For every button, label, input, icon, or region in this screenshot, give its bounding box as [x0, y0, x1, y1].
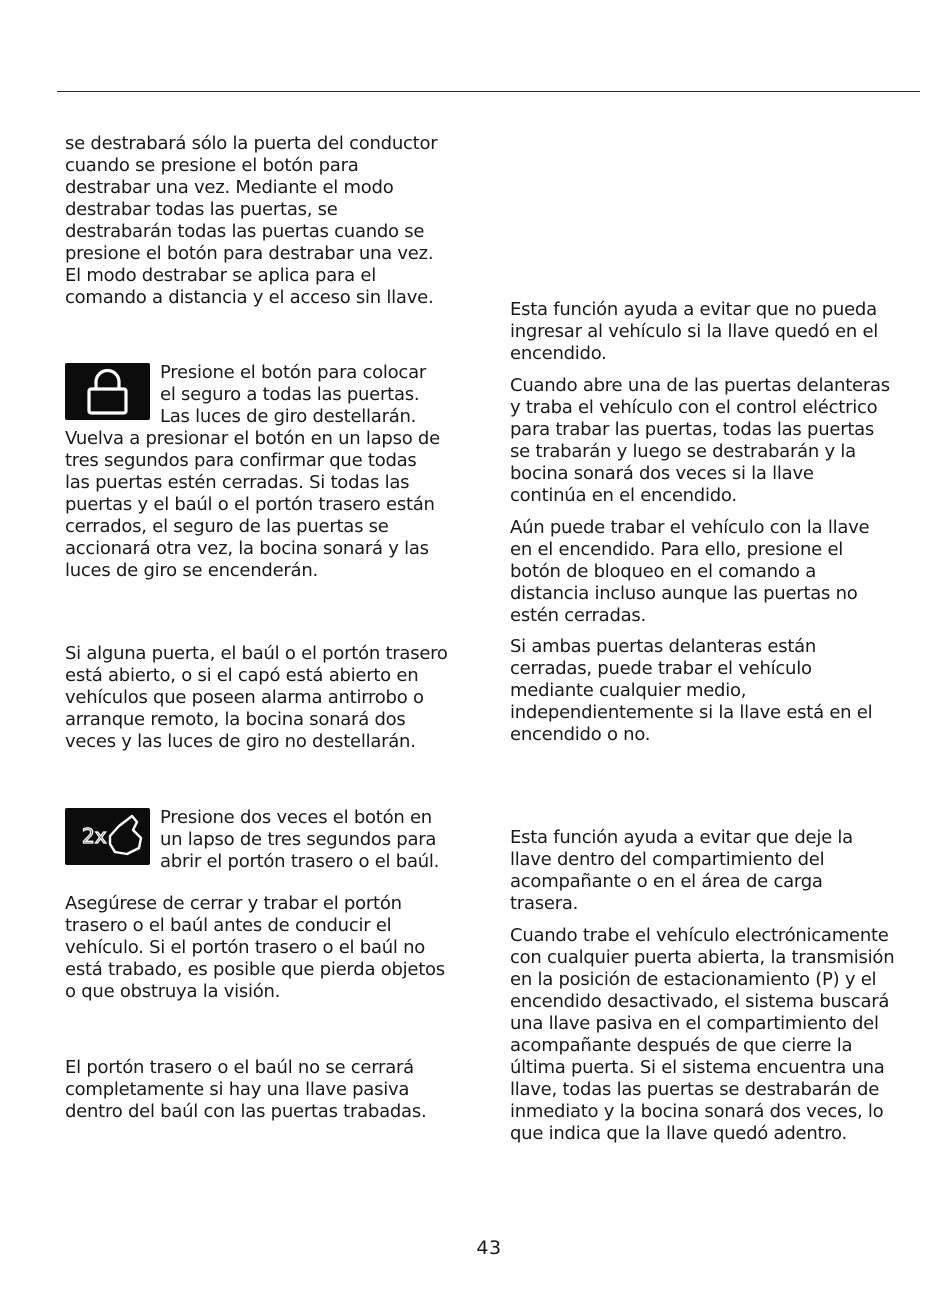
svg-text:2x: 2x [82, 824, 107, 848]
page-number: 43 [476, 1237, 502, 1259]
tailgate-2x-icon [65, 808, 150, 865]
left-paragraph-passive-key: El portón trasero o el baúl no se cerrará completamente si hay una llave pasiva dentro del baúl con las puertas trabadas. [65, 1057, 427, 1122]
lock-icon [65, 363, 150, 420]
left-paragraph-confirm-lock: Vuelva a presionar el botón en un lapso de tres segundos para confirmar que todas las puertas estén cerradas. Si todas las puertas y el baúl o el portón trasero están cerrados, el seguro de las puertas se accionará otra vez, la bocina sonará y las luces de giro se encenderán. [65, 428, 440, 581]
header-rule [57, 91, 920, 92]
left-paragraph-open-door-warning: Si alguna puerta, el baúl o el portón trasero está abierto, o si el capó está abierto en vehículos que poseen alarma antirrobo o arranque remoto, la bocina sonará dos veces y las luces de giro no destellarán. [65, 643, 448, 752]
tailgate-instruction: Presione dos veces el botón en un lapso de tres segundos para abrir el portón trasero o el baúl. [160, 807, 440, 872]
left-paragraph-tailgate-caution: Asegúrese de cerrar y trabar el portón trasero o el baúl antes de conducir el vehículo. Si el portón trasero o el baúl no está trabado, es posible que pierda objetos o que obstruya la visión. [65, 893, 445, 1002]
right-paragraph-key-in-ignition: Aún puede trabar el vehículo con la llave en el encendido. Para ello, presione el botón de bloqueo en el comando a distancia incluso aunque las puertas no estén cerradas. [510, 517, 870, 626]
left-paragraph-unlock-mode: se destrabará sólo la puerta del conductor cuando se presione el botón para destrabar una vez. Mediante el modo destrabar todas las puertas, se destrabarán todas las puertas cuando se presione el botón para destrabar una vez. El modo destrabar se aplica para el comando a distancia y el acceso sin llave. [65, 133, 438, 308]
lock-instruction: Presione el botón para colocar el seguro a todas las puertas. Las luces de giro destellarán. [160, 362, 427, 427]
right-paragraph-lockout-intro: Esta función ayuda a evitar que no pueda ingresar al vehículo si la llave quedó en el encendido. [510, 299, 879, 364]
right-paragraph-front-doors: Cuando abre una de las puertas delanteras y traba el vehículo con el control eléctrico para trabar las puertas, todas las puertas se trabarán y luego se destrabarán y la bocina sonará dos veces si la llave continúa en el encendido. [510, 375, 890, 506]
right-paragraph-passive-key-search: Cuando trabe el vehículo electrónicamente con cualquier puerta abierta, la transmisión en la posición de estacionamiento (P) y el encendido desactivado, el sistema buscará una llave pasiva en el compartimiento del acompañante después de que cierre la última puerta. Si el sistema encuentra una llave, todas las puertas se destrabarán de inmediato y la bocina sonará dos veces, lo que indica que la llave quedó adentro. [510, 925, 895, 1144]
right-paragraph-passive-key-intro: Esta función ayuda a evitar que deje la llave dentro del compartimiento del acompañante o en el área de carga trasera. [510, 827, 853, 914]
right-paragraph-both-doors-closed: Si ambas puertas delanteras están cerradas, puede trabar el vehículo mediante cualquier medio, independientemente si la llave está en el encendido o no. [510, 636, 873, 745]
